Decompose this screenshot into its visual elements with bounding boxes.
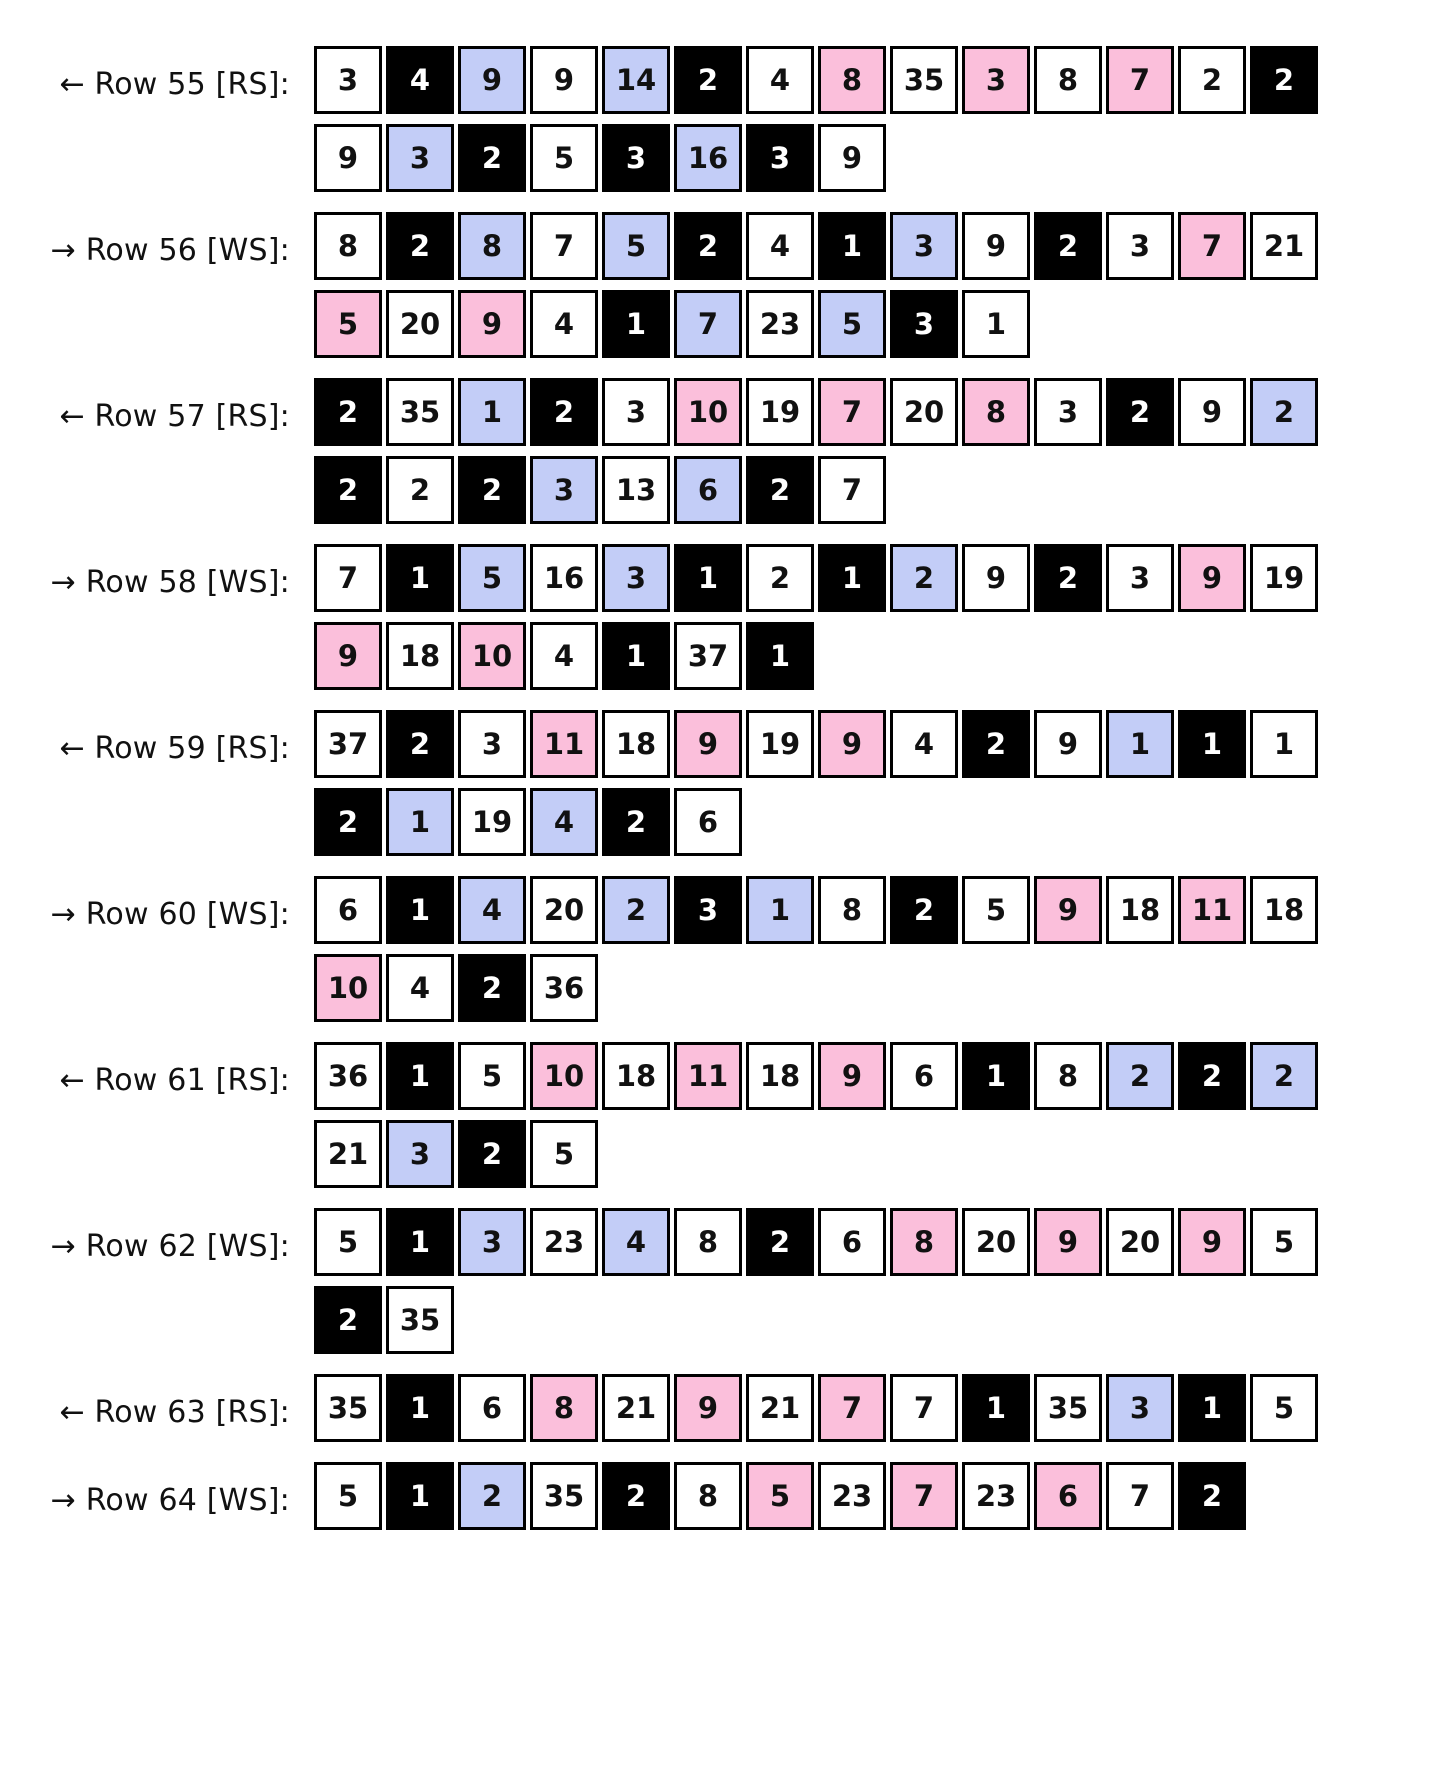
stitch-cell-group [312,1208,1322,1364]
stitch-cell: 21 [1250,212,1318,280]
row-label: → Row 62 [WS]: [50,1229,290,1264]
stitch-cell: 2 [890,544,958,612]
stitch-cell: 7 [530,212,598,280]
stitch-cell: 9 [314,124,382,192]
stitch-cell: 1 [962,290,1030,358]
stitch-cell: 7 [1106,1462,1174,1530]
stitch-cell: 9 [314,622,382,690]
stitch-cell: 5 [314,1462,382,1530]
stitch-cell: 5 [314,1208,382,1276]
stitch-cell: 4 [602,1208,670,1276]
stitch-cell: 1 [386,1374,454,1442]
stitch-cell: 8 [530,1374,598,1442]
stitch-cell-group [312,710,1322,866]
chart-row [0,378,1453,534]
stitch-cell: 9 [1178,1208,1246,1276]
stitch-cell: 1 [746,876,814,944]
stitch-cell: 5 [314,290,382,358]
stitch-cell: 18 [602,1042,670,1110]
stitch-cell: 4 [530,788,598,856]
stitch-cell: 7 [1106,46,1174,114]
stitch-cell: 9 [1034,710,1102,778]
stitch-cell: 1 [818,212,886,280]
stitch-cell: 16 [674,124,742,192]
stitch-cell: 5 [458,544,526,612]
stitch-cell: 11 [674,1042,742,1110]
stitch-cell: 2 [746,1208,814,1276]
stitch-cell: 4 [746,212,814,280]
stitch-cell: 18 [746,1042,814,1110]
stitch-cell: 2 [746,456,814,524]
stitch-cell: 3 [602,544,670,612]
stitch-cell: 1 [458,378,526,446]
stitch-cell: 35 [386,378,454,446]
stitch-cell: 13 [602,456,670,524]
stitch-cell: 36 [530,954,598,1022]
stitch-cell: 5 [818,290,886,358]
stitch-cell: 9 [818,1042,886,1110]
stitch-cell: 2 [386,710,454,778]
stitch-cell: 36 [314,1042,382,1110]
stitch-cell: 21 [602,1374,670,1442]
stitch-cell: 9 [674,710,742,778]
stitch-cell: 2 [458,954,526,1022]
row-label: → Row 58 [WS]: [50,565,290,600]
stitch-cell: 8 [674,1208,742,1276]
stitch-cell: 3 [386,1120,454,1188]
stitch-cell-group [312,46,1322,202]
stitch-cell: 2 [602,1462,670,1530]
chart-row [0,876,1453,1032]
stitch-cell: 35 [890,46,958,114]
stitch-cell: 23 [962,1462,1030,1530]
stitch-cell: 9 [962,212,1030,280]
chart-row [0,1462,1453,1540]
chart-row [0,1208,1453,1364]
stitch-cell: 3 [962,46,1030,114]
stitch-cell: 4 [530,622,598,690]
stitch-cell: 35 [530,1462,598,1530]
stitch-cell: 2 [1178,1462,1246,1530]
stitch-cell: 10 [458,622,526,690]
stitch-cell: 2 [1178,46,1246,114]
stitch-cell: 6 [674,456,742,524]
stitch-cell: 8 [1034,1042,1102,1110]
stitch-cell: 1 [386,1462,454,1530]
stitch-cell: 18 [1250,876,1318,944]
stitch-cell: 2 [314,1286,382,1354]
stitch-cell: 19 [1250,544,1318,612]
stitch-cell: 23 [746,290,814,358]
stitch-cell: 9 [674,1374,742,1442]
stitch-cell: 21 [746,1374,814,1442]
stitch-cell: 2 [1034,544,1102,612]
stitch-cell: 3 [890,212,958,280]
stitch-cell: 9 [962,544,1030,612]
stitch-cell-group [312,378,1322,534]
stitch-cell: 23 [818,1462,886,1530]
stitch-cell: 2 [458,1120,526,1188]
stitch-cell: 3 [674,876,742,944]
stitch-cell: 8 [674,1462,742,1530]
stitch-cell: 2 [314,456,382,524]
stitch-cell: 2 [962,710,1030,778]
stitch-cell: 1 [386,544,454,612]
stitch-cell: 2 [602,876,670,944]
chart-row [0,1042,1453,1198]
stitch-cell: 2 [314,378,382,446]
stitch-cell: 10 [674,378,742,446]
stitch-cell: 1 [386,1042,454,1110]
stitch-cell: 6 [674,788,742,856]
stitch-cell: 2 [674,212,742,280]
stitch-cell: 5 [530,124,598,192]
stitch-cell: 5 [962,876,1030,944]
stitch-cell: 18 [602,710,670,778]
stitch-cell: 6 [890,1042,958,1110]
stitch-cell: 2 [602,788,670,856]
stitch-cell: 7 [674,290,742,358]
chart-row [0,1374,1453,1452]
stitch-cell: 20 [962,1208,1030,1276]
stitch-cell: 4 [746,46,814,114]
row-label: ← Row 63 [RS]: [59,1395,290,1430]
stitch-cell: 4 [386,954,454,1022]
row-label: ← Row 61 [RS]: [59,1063,290,1098]
stitch-cell: 8 [314,212,382,280]
stitch-cell: 3 [602,378,670,446]
stitch-cell: 1 [386,876,454,944]
stitch-cell: 9 [530,46,598,114]
chart-row [0,710,1453,866]
stitch-cell: 2 [458,1462,526,1530]
chart-row [0,544,1453,700]
stitch-cell: 5 [1250,1208,1318,1276]
stitch-cell: 2 [746,544,814,612]
stitch-cell: 3 [1106,544,1174,612]
stitch-cell: 1 [818,544,886,612]
stitch-cell: 2 [1250,378,1318,446]
stitch-cell: 2 [1106,378,1174,446]
stitch-cell: 1 [962,1374,1030,1442]
stitch-cell: 2 [1250,1042,1318,1110]
stitch-cell: 4 [890,710,958,778]
stitch-cell: 6 [818,1208,886,1276]
stitch-cell: 7 [314,544,382,612]
stitch-cell: 3 [458,710,526,778]
stitch-cell-group [312,1042,1322,1198]
stitch-cell: 8 [818,46,886,114]
stitch-cell: 2 [1250,46,1318,114]
stitch-cell: 1 [602,290,670,358]
stitch-cell: 21 [314,1120,382,1188]
row-label: → Row 56 [WS]: [50,233,290,268]
stitch-cell: 7 [890,1374,958,1442]
stitch-cell: 9 [458,46,526,114]
stitch-cell: 1 [1106,710,1174,778]
stitch-cell: 2 [1106,1042,1174,1110]
stitch-cell: 5 [602,212,670,280]
stitch-cell: 3 [386,124,454,192]
stitch-cell: 19 [746,710,814,778]
stitch-cell: 19 [746,378,814,446]
stitch-cell: 3 [530,456,598,524]
stitch-cell: 2 [530,378,598,446]
stitch-cell: 3 [1034,378,1102,446]
stitch-cell: 6 [458,1374,526,1442]
stitch-cell: 9 [818,124,886,192]
stitch-cell: 35 [314,1374,382,1442]
stitch-cell-group [312,1374,1322,1452]
stitch-cell: 1 [1178,710,1246,778]
stitch-cell: 4 [386,46,454,114]
stitch-cell: 6 [1034,1462,1102,1530]
stitch-cell: 19 [458,788,526,856]
stitch-cell: 7 [818,456,886,524]
stitch-cell: 5 [1250,1374,1318,1442]
stitch-cell: 4 [530,290,598,358]
stitch-cell: 1 [674,544,742,612]
stitch-cell: 1 [746,622,814,690]
chart-row [0,212,1453,368]
row-label: ← Row 57 [RS]: [59,399,290,434]
stitch-cell: 8 [818,876,886,944]
stitch-cell: 7 [818,1374,886,1442]
stitch-cell: 35 [386,1286,454,1354]
row-label: → Row 60 [WS]: [50,897,290,932]
stitch-cell: 35 [1034,1374,1102,1442]
stitch-cell: 5 [530,1120,598,1188]
stitch-cell: 2 [1178,1042,1246,1110]
stitch-cell: 18 [1106,876,1174,944]
stitch-cell: 9 [458,290,526,358]
row-label: → Row 64 [WS]: [50,1483,290,1518]
stitch-cell: 2 [386,212,454,280]
stitch-cell: 20 [1106,1208,1174,1276]
stitch-cell: 2 [458,456,526,524]
stitch-cell: 3 [1106,212,1174,280]
stitch-cell: 1 [1250,710,1318,778]
stitch-cell: 37 [314,710,382,778]
chart-row [0,46,1453,202]
stitch-cell: 7 [890,1462,958,1530]
stitch-cell: 5 [458,1042,526,1110]
stitch-cell: 3 [602,124,670,192]
stitch-cell-group [312,544,1322,700]
row-label: ← Row 55 [RS]: [59,67,290,102]
stitch-cell: 3 [1106,1374,1174,1442]
stitch-cell: 37 [674,622,742,690]
stitch-cell: 7 [818,378,886,446]
stitch-cell: 8 [962,378,1030,446]
stitch-cell: 9 [1034,876,1102,944]
stitch-cell: 9 [818,710,886,778]
stitch-cell: 14 [602,46,670,114]
stitch-cell: 20 [890,378,958,446]
stitch-cell: 1 [386,1208,454,1276]
stitch-cell: 2 [386,456,454,524]
stitch-cell: 6 [314,876,382,944]
stitch-cell: 8 [1034,46,1102,114]
stitch-cell-group [312,1462,1322,1540]
stitch-cell: 1 [962,1042,1030,1110]
stitch-cell: 2 [674,46,742,114]
stitch-cell: 1 [386,788,454,856]
stitch-cell: 9 [1034,1208,1102,1276]
stitch-cell-group [312,212,1322,368]
stitch-cell: 3 [746,124,814,192]
stitch-cell: 2 [314,788,382,856]
stitch-cell: 8 [890,1208,958,1276]
stitch-cell: 18 [386,622,454,690]
row-label: ← Row 59 [RS]: [59,731,290,766]
stitch-cell: 1 [1178,1374,1246,1442]
stitch-cell: 2 [890,876,958,944]
stitch-cell: 10 [314,954,382,1022]
stitch-cell: 5 [746,1462,814,1530]
stitch-cell: 11 [1178,876,1246,944]
stitch-cell: 3 [890,290,958,358]
stitch-cell: 2 [458,124,526,192]
stitch-cell: 20 [530,876,598,944]
stitch-cell: 3 [458,1208,526,1276]
stitch-cell: 9 [1178,378,1246,446]
stitch-cell: 7 [1178,212,1246,280]
stitch-cell: 23 [530,1208,598,1276]
stitch-cell: 1 [602,622,670,690]
stitch-cell: 4 [458,876,526,944]
stitch-cell: 20 [386,290,454,358]
stitch-cell-group [312,876,1322,1032]
stitch-cell: 2 [1034,212,1102,280]
stitch-cell: 8 [458,212,526,280]
stitch-cell: 3 [314,46,382,114]
stitch-cell: 11 [530,710,598,778]
stitch-cell: 9 [1178,544,1246,612]
stitch-cell: 16 [530,544,598,612]
stitch-cell: 10 [530,1042,598,1110]
